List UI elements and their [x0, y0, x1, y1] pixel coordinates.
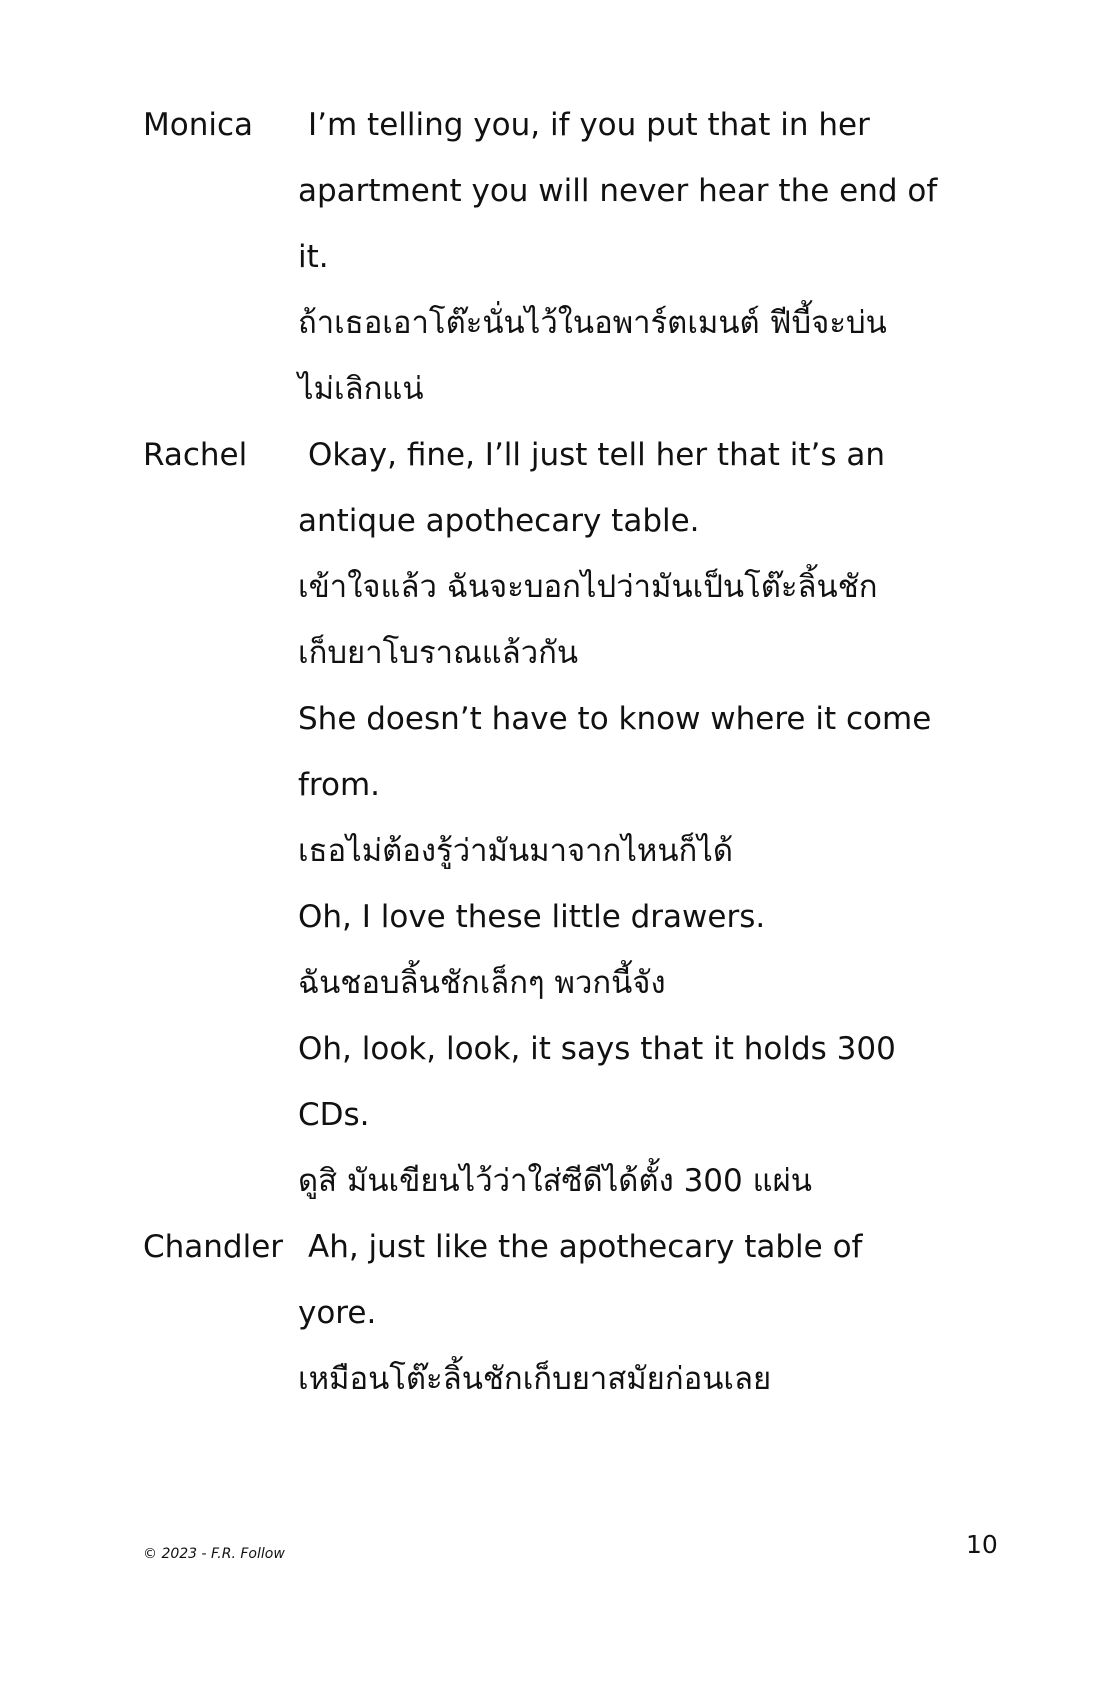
translation-line: เหมือนโต๊ะลิ้นชักเก็บยาสมัยก่อนเลย	[298, 1361, 772, 1397]
dialogue-line: Oh, look, look, it says that it holds 300	[298, 1031, 896, 1067]
translation-line: เข้าใจแล้ว ฉันจะบอกไปว่ามันเป็นโต๊ะลิ้นชัก	[298, 569, 878, 605]
dialogue-line: yore.	[298, 1295, 377, 1331]
dialogue-lines	[298, 1214, 1003, 1412]
translation-line: ไม่เลิกแน่	[298, 371, 424, 407]
dialogue-line: antique apothecary table.	[298, 503, 700, 539]
dialogue-line: Ah, just like the apothecary table of	[308, 1229, 863, 1265]
dialogue-line: I’m telling you, if you put that in her	[308, 107, 870, 143]
dialogue-line: CDs.	[298, 1097, 370, 1133]
dialogue-line: apartment you will never hear the end of	[298, 173, 938, 209]
translation-line: เก็บยาโบราณแล้วกัน	[298, 635, 579, 671]
dialogue-lines	[298, 92, 1003, 422]
dialogue-lines	[298, 422, 1003, 1214]
dialogue-line: She doesn’t have to know where it come	[298, 701, 932, 737]
dialogue-line: it.	[298, 239, 329, 275]
dialogue-entry-monica	[143, 92, 1003, 422]
dialogue-block	[143, 92, 1003, 1412]
copyright-notice: © 2023 - F.R. Follow	[143, 1546, 285, 1562]
dialogue-line: Oh, I love these little drawers.	[298, 899, 766, 935]
speaker-name: Monica	[143, 107, 254, 143]
speaker-name: Chandler	[143, 1229, 284, 1265]
dialogue-entry-chandler	[143, 1214, 1003, 1412]
translation-line: ดูสิ มันเขียนไว้ว่าใส่ซีดีได้ตั้ง 300 แผ่น	[298, 1163, 812, 1199]
translation-line: เธอไม่ต้องรู้ว่ามันมาจากไหนก็ได้	[298, 833, 734, 869]
translation-line: ถ้าเธอเอาโต๊ะนั่นไว้ในอพาร์ตเมนต์ ฟีบี้จะบ่น	[298, 305, 887, 341]
dialogue-line: Okay, fine, I’ll just tell her that it’s an	[308, 437, 886, 473]
translation-line: ฉันชอบลิ้นชักเล็กๆ พวกนี้จัง	[298, 965, 666, 1001]
speaker-name: Rachel	[143, 437, 248, 473]
dialogue-entry-rachel	[143, 422, 1003, 1214]
dialogue-line: from.	[298, 767, 380, 803]
page-number: 10	[966, 1530, 998, 1559]
